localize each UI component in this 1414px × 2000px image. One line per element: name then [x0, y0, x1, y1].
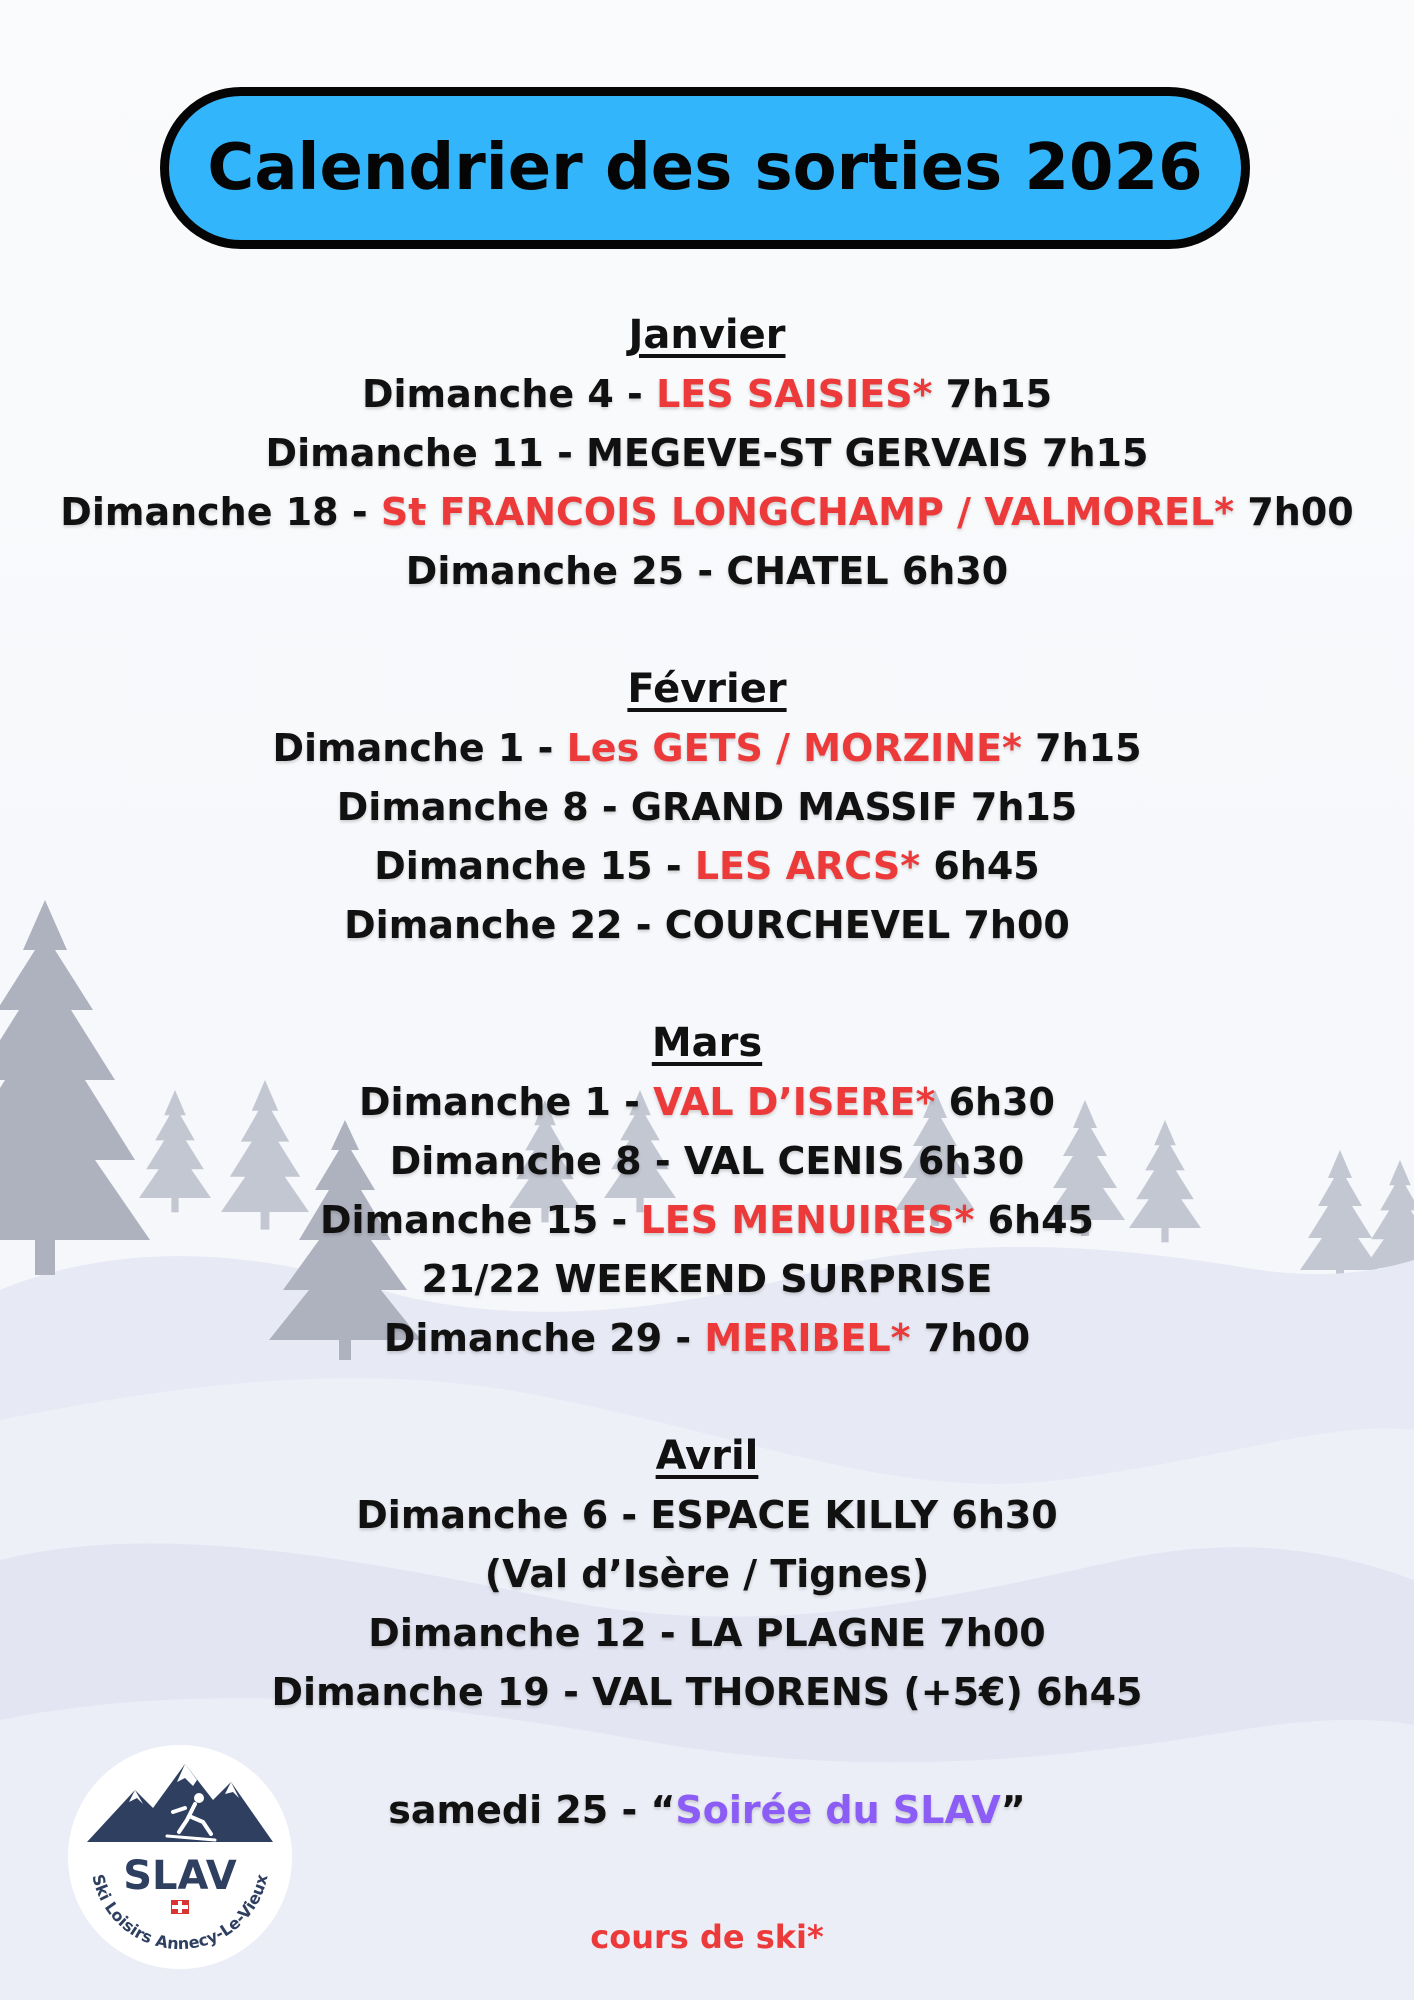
month-heading-fevrier: Février: [627, 666, 787, 712]
month-heading-janvier: Janvier: [628, 312, 786, 358]
outing-line: (Val d’Isère / Tignes): [484, 1552, 930, 1596]
month-heading-mars: Mars: [651, 1020, 763, 1066]
outing-line: Dimanche 1 - VAL D’ISERE* 6h30: [359, 1080, 1055, 1124]
month-heading-avril: Avril: [655, 1433, 759, 1479]
outing-line: Dimanche 15 - LES MENUIRES* 6h45: [320, 1198, 1094, 1242]
page-title: Calendrier des sorties 2026: [207, 131, 1203, 205]
event-line: samedi 25 - “Soirée du SLAV”: [388, 1788, 1026, 1832]
outing-line: Dimanche 12 - LA PLAGNE 7h00: [368, 1611, 1046, 1655]
outing-line: Dimanche 1 - Les GETS / MORZINE* 7h15: [272, 726, 1142, 770]
outing-line: Dimanche 4 - LES SAISIES* 7h15: [361, 372, 1053, 416]
logo-name: SLAV: [123, 1853, 237, 1899]
outing-line: Dimanche 8 - VAL CENIS 6h30: [389, 1139, 1025, 1183]
outing-line: Dimanche 11 - MEGEVE-ST GERVAIS 7h15: [265, 431, 1149, 475]
outing-line: Dimanche 6 - ESPACE KILLY 6h30: [356, 1493, 1058, 1537]
logo-ring-text: Ski Loisirs Annecy-Le-Vieux: [88, 1872, 272, 1954]
outing-line: Dimanche 8 - GRAND MASSIF 7h15: [336, 785, 1078, 829]
outing-line: Dimanche 22 - COURCHEVEL 7h00: [344, 903, 1070, 947]
outing-line: Dimanche 29 - MERIBEL* 7h00: [383, 1316, 1031, 1360]
outing-line: Dimanche 19 - VAL THORENS (+5€) 6h45: [271, 1670, 1143, 1714]
outing-line: Dimanche 18 - St FRANCOIS LONGCHAMP / VALMOREL* 7h00: [60, 490, 1354, 534]
outing-line: Dimanche 15 - LES ARCS* 6h45: [374, 844, 1040, 888]
title-banner: [160, 87, 1250, 249]
slav-logo: [65, 1742, 295, 1972]
outing-line: 21/22 WEEKEND SURPRISE: [421, 1257, 993, 1301]
calendar-list: [0, 305, 1414, 1840]
outing-line: Dimanche 25 - CHATEL 6h30: [405, 549, 1009, 593]
footer-note: cours de ski*: [590, 1918, 824, 1956]
